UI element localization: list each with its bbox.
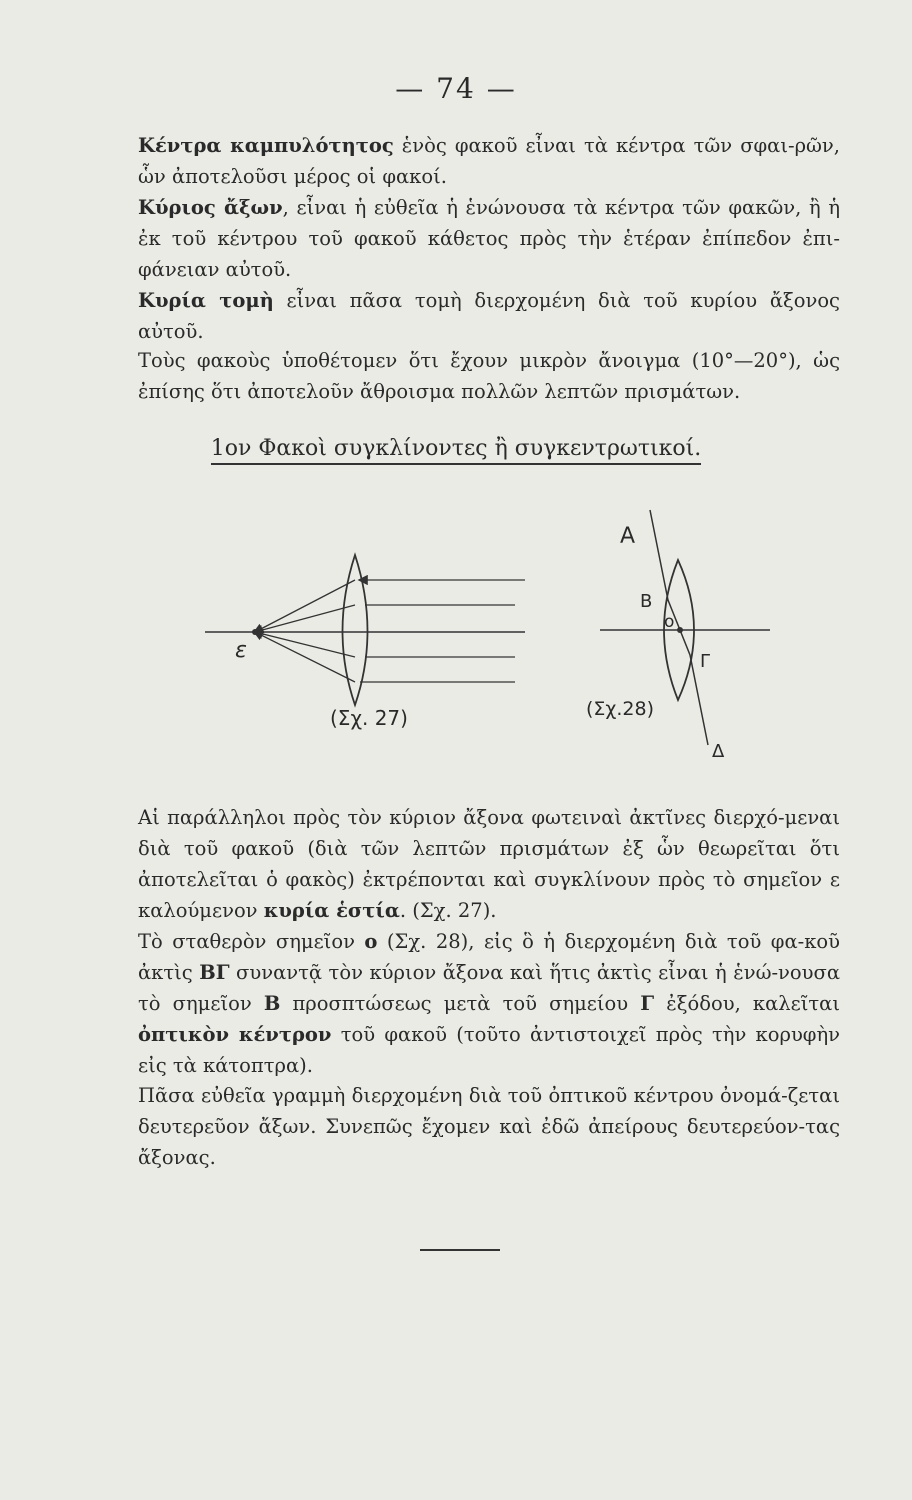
figure-27 [195,545,535,745]
optical-center-point [677,627,683,633]
paragraph-optical-center: Τὸ σταθερὸν σημεῖον ο (Σχ. 28), εἰς ὃ ἡ διερχομένη διὰ τοῦ φα-κοῦ ἀκτὶς ΒΓ συναντᾷ τὸν κύριον ἄξονα καὶ ἥτις ἀκτὶς εἶναι ἡ ἑνώ-νουσα τὸ σημεῖον Β προσπτώσεως μετὰ τοῦ σημείου Γ ἐξόδου, καλεῖται ὀπτικὸν κέντρον τοῦ φακοῦ (τοῦτο ἀντιστοιχεῖ πρὸς τὴν κορυφὴν εἰς τὰ κάτοπτρα). [138,930,840,1077]
refracted-rays [255,580,355,682]
section-heading: 1ον Φακοὶ συγκλίνοντες ἢ συγκεντρωτικοί. [0,432,912,466]
paragraph-curvature-centers: Κέντρα καμπυλότητος ἑνὸς φακοῦ εἶναι τὰ κέντρα τῶν σφαι-ρῶν, ὧν ἀποτελοῦσι μέρος οἱ φακοί. [138,134,840,188]
paragraph-assumptions: Τοὺς φακοὺς ὑποθέτομεν ὅτι ἔχουν μικρὸν ἄνοιγμα (10°—20°), ὡς ἐπίσης ὅτι ἀποτελοῦν ἄθροισμα πολλῶν λεπτῶν πρισμάτων. [138,349,840,403]
label-D: Δ [712,741,725,762]
incident-rays [360,580,525,682]
term-principal-section: Κυρία τομὴ [138,289,274,312]
term-optical-center: ὀπτικὸν κέντρον [138,1023,332,1046]
paragraph-principal-focus: Αἱ παράλληλοι πρὸς τὸν κύριον ἄξονα φωτειναὶ ἀκτῖνες διερχό-μεναι διὰ τοῦ φακοῦ (διὰ τῶν λεπτῶν πρισμάτων ἐξ ὧν θεωρεῖται ὅτι ἀποτελεῖται ὁ φακὸς) ἐκτρέπονται καὶ συγκλίνουν πρὸς τὸ σημεῖον ε καλούμενον κυρία ἑστία. (Σχ. 27). [138,806,840,922]
label-B: Β [640,591,653,612]
label-O: ο [664,612,675,632]
paragraph-secondary-axes: Πᾶσα εὐθεῖα γραμμὴ διερχομένη διὰ τοῦ ὀπτικοῦ κέντρου ὀνομά-ζεται δευτερεῦον ἄξων. Συνεπῶς ἔχομεν καὶ ἐδῶ ἀπείρους δευτερεύον-τας ἄξονας. [138,1084,840,1169]
term-curvature-centers: Κέντρα καμπυλότητος [138,134,394,157]
figure-28 [580,505,780,765]
label-A: Α [620,524,636,549]
figure-27-caption: (Σχ. 27) [330,706,408,730]
figure-28-caption: (Σχ.28) [586,698,655,720]
focus-point [252,629,258,635]
paragraph-principal-section: Κυρία τομὴ εἶναι πᾶσα τομὴ διερχομένη διὰ τοῦ κυρίου ἄξονος αὐτοῦ. [138,289,840,343]
bottom-rule [420,1249,500,1251]
term-principal-focus: κυρία ἑστία [263,899,400,922]
label-G: Γ [700,651,711,672]
term-principal-axis: Κύριος ἄξων [138,196,283,219]
paragraph-principal-axis: Κύριος ἄξων, εἶναι ἡ εὐθεῖα ἡ ἑνώνουσα τὰ κέντρα τῶν φακῶν, ἢ ἡ ἐκ τοῦ κέντρου τοῦ φακοῦ κάθετος πρὸς τὴν ἑτέραν ἐπίπεδον ἐπι-φάνειαν αὐτοῦ. [138,196,841,281]
focus-label: ε [235,638,247,663]
page-number: — 74 — [395,72,517,105]
